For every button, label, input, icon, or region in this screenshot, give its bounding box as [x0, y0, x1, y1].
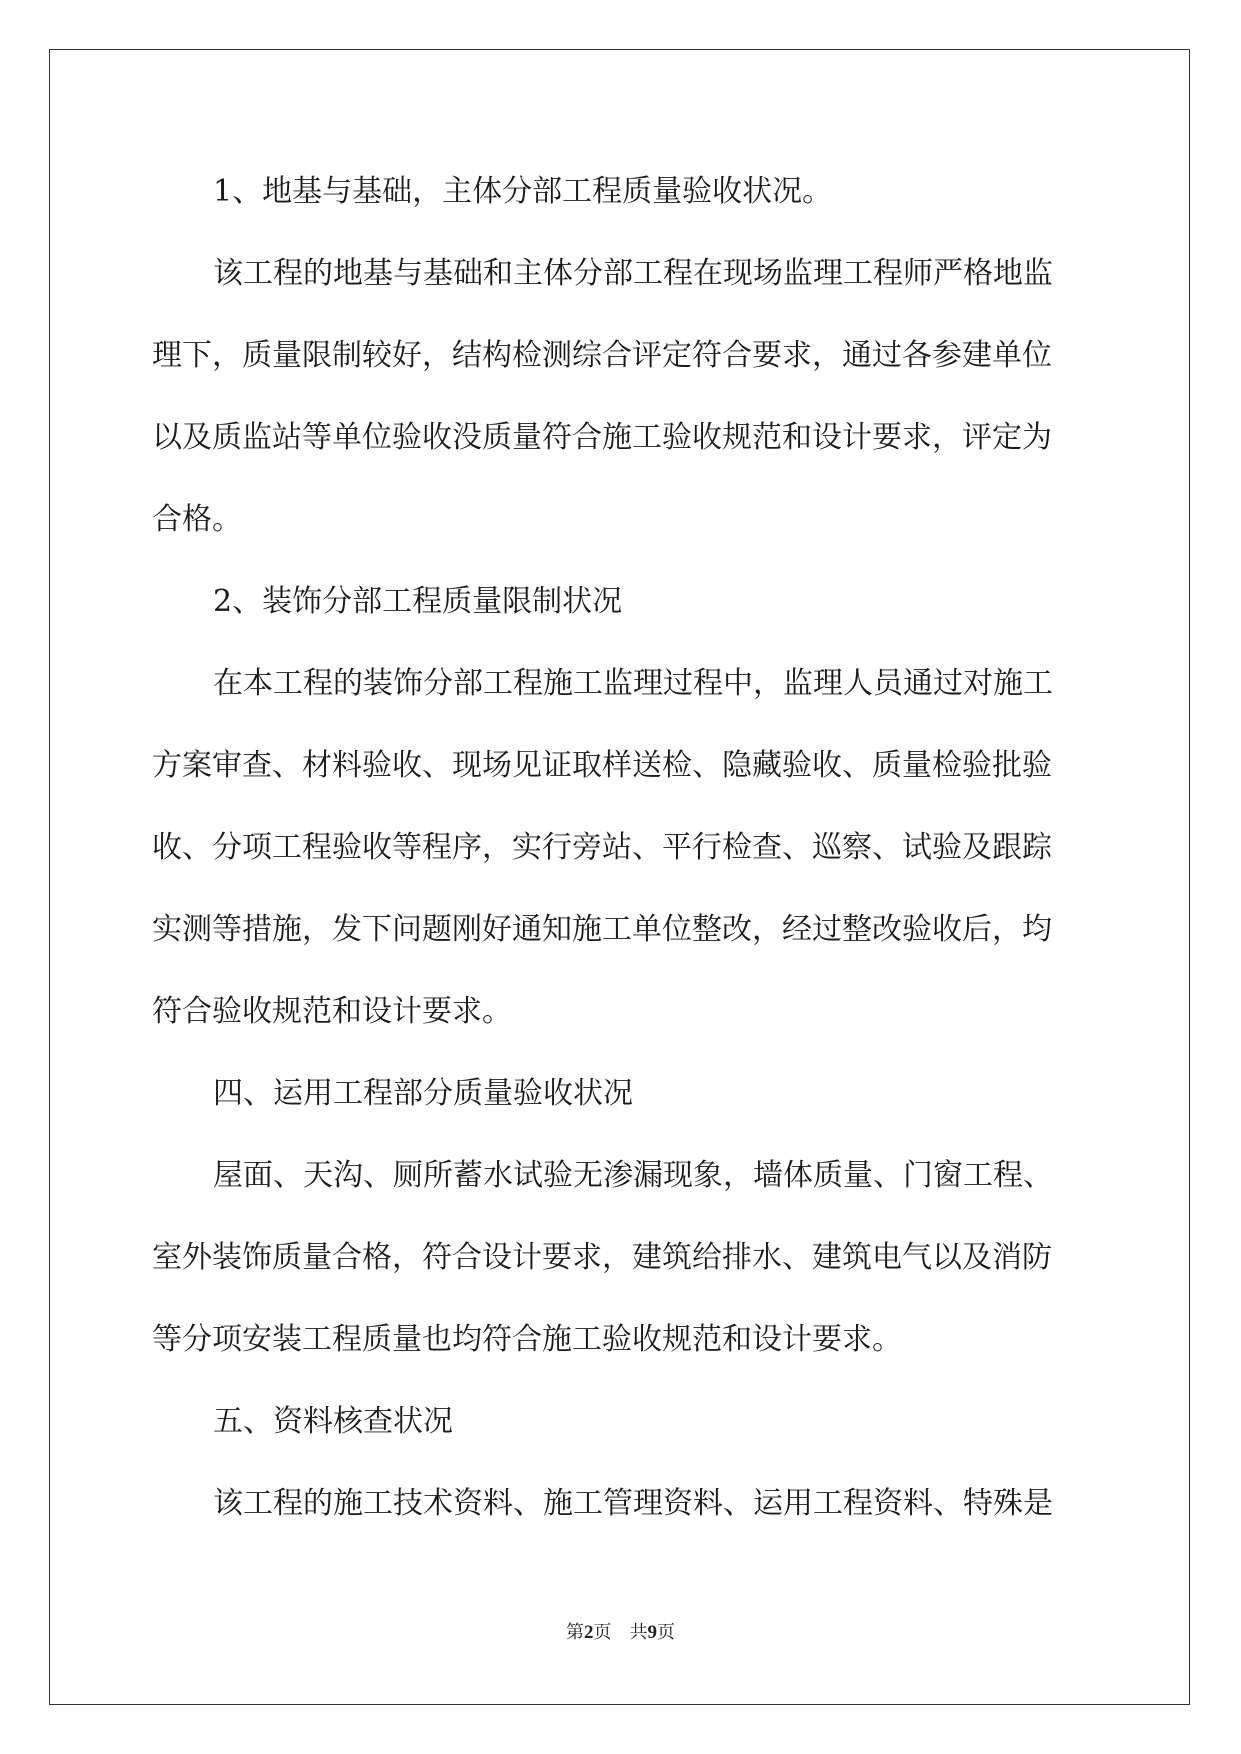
text-line: 以及质监站等单位验收没质量符合施工验收规范和设计要求，评定为 — [152, 420, 1052, 455]
text-line: 合格。 — [152, 502, 242, 537]
text-line: 2、装饰分部工程质量限制状况 — [213, 584, 623, 619]
total-prefix: 共 — [629, 1622, 648, 1643]
text-line: 等分项安装工程质量也均符合施工验收规范和设计要求。 — [152, 1322, 902, 1357]
current-page-number: 2 — [584, 1622, 594, 1643]
text-line: 方案审查、材料验收、现场见证取样送检、隐藏验收、质量检验批验 — [152, 748, 1052, 783]
text-line: 该工程的施工技术资料、施工管理资料、运用工程资料、特殊是 — [213, 1486, 1053, 1521]
text-line: 收、分项工程验收等程序，实行旁站、平行检查、巡察、试验及跟踪 — [152, 830, 1052, 865]
text-line: 理下，质量限制较好，结构检测综合评定符合要求，通过各参建单位 — [152, 338, 1052, 373]
text-line: 1、地基与基础，主体分部工程质量验收状况。 — [213, 174, 833, 209]
total-pages-number: 9 — [647, 1622, 657, 1643]
page-footer — [0, 1618, 1241, 1644]
text-line: 屋面、天沟、厕所蓄水试验无渗漏现象，墙体质量、门窗工程、 — [213, 1158, 1053, 1193]
page-prefix: 第 — [566, 1622, 584, 1643]
text-line: 四、运用工程部分质量验收状况 — [213, 1076, 633, 1111]
text-line: 符合验收规范和设计要求。 — [152, 994, 512, 1029]
text-line: 该工程的地基与基础和主体分部工程在现场监理工程师严格地监 — [213, 256, 1053, 291]
text-line: 五、资料核查状况 — [213, 1404, 453, 1439]
text-line: 在本工程的装饰分部工程施工监理过程中，监理人员通过对施工 — [213, 666, 1053, 701]
document-body — [152, 162, 1090, 1556]
text-line: 室外装饰质量合格，符合设计要求，建筑给排水、建筑电气以及消防 — [152, 1240, 1052, 1275]
total-suffix: 页 — [657, 1622, 675, 1643]
text-line: 实测等措施，发下问题刚好通知施工单位整改，经过整改验收后，均 — [152, 912, 1052, 947]
page-suffix: 页 — [593, 1622, 612, 1643]
